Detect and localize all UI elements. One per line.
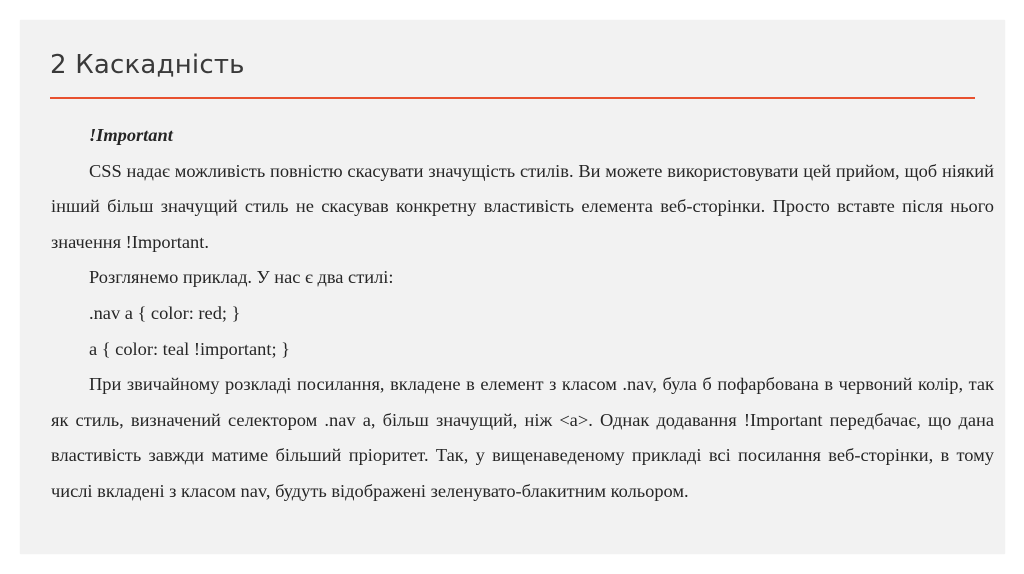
important-heading: !Important: [89, 125, 173, 145]
example-intro-paragraph: Розглянемо приклад. У нас є два стилі:: [89, 267, 394, 288]
explanation-paragraph: При звичайному розкладі посилання, вкладене в елемент з класом .nav, була б пофарбована в червоний колір, так як стиль, визначений селектором .nav a, більш значущий, ніж <a>. Однак додавання !Important передбачає, що дана властивість завжди матиме більший пріоритет. Так, у вищенаведеному прикладі всі посилання веб-сторінки, в тому числі вкладені з класом nav, будуть відображені зеленувато-блакитним кольором.: [51, 374, 994, 501]
title-underline: [50, 97, 975, 99]
code-line-nav: .nav a { color: red; }: [89, 302, 241, 323]
code-line-important: a { color: teal !important; }: [89, 338, 290, 359]
slide: [20, 20, 1005, 554]
intro-paragraph: CSS надає можливість повністю скасувати значущість стилів. Ви можете використовувати цей прийом, щоб ніякий інший більш значущий стиль не скасував конкретну властивість елемента веб-сторінки. Просто вставте після нього значення !Important.: [51, 160, 994, 252]
slide-body: [51, 118, 994, 510]
slide-title: 2 Каскадність: [50, 50, 245, 80]
